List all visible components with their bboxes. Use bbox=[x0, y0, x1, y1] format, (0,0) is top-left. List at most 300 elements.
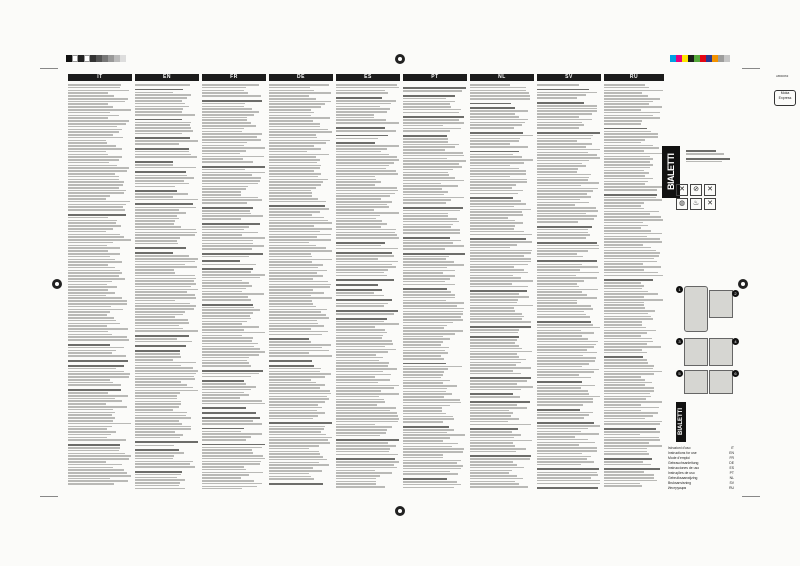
text-line bbox=[470, 275, 513, 277]
text-line bbox=[269, 473, 309, 475]
text-line bbox=[403, 432, 447, 434]
text-line bbox=[336, 245, 381, 247]
text-line bbox=[135, 229, 196, 231]
text-line bbox=[470, 135, 533, 137]
text-line bbox=[269, 115, 311, 117]
text-line bbox=[336, 156, 397, 158]
crop-line-bottom-right bbox=[742, 496, 760, 497]
text-line bbox=[604, 291, 648, 293]
text-line bbox=[403, 391, 446, 393]
text-line bbox=[336, 142, 375, 144]
text-line bbox=[68, 206, 123, 208]
text-line bbox=[403, 341, 443, 343]
text-line bbox=[537, 414, 589, 416]
text-line bbox=[135, 297, 196, 299]
text-line bbox=[336, 365, 388, 367]
text-line bbox=[135, 445, 174, 447]
text-line bbox=[202, 431, 241, 433]
text-line bbox=[269, 412, 325, 414]
text-line bbox=[269, 259, 332, 261]
text-line bbox=[135, 148, 189, 150]
text-line bbox=[68, 270, 120, 272]
text-line bbox=[68, 400, 122, 402]
text-line bbox=[537, 439, 588, 441]
text-line bbox=[135, 367, 193, 369]
text-line bbox=[537, 113, 592, 115]
text-line bbox=[470, 393, 513, 395]
text-line bbox=[470, 370, 513, 372]
text-line bbox=[470, 389, 521, 391]
text-line bbox=[202, 486, 257, 488]
text-line bbox=[537, 355, 583, 357]
text-line bbox=[135, 461, 193, 463]
text-line bbox=[135, 488, 185, 489]
text-line bbox=[336, 92, 388, 94]
text-line bbox=[604, 365, 654, 367]
text-line bbox=[604, 307, 645, 309]
text-line bbox=[202, 111, 259, 113]
text-line bbox=[403, 358, 444, 360]
text-line bbox=[135, 232, 197, 234]
text-line bbox=[403, 338, 450, 340]
text-line bbox=[470, 367, 531, 369]
text-line bbox=[537, 94, 586, 96]
text-line bbox=[604, 285, 644, 287]
text-line bbox=[604, 225, 648, 227]
text-line bbox=[269, 205, 325, 207]
text-line bbox=[135, 223, 174, 225]
text-line bbox=[604, 302, 644, 304]
text-line bbox=[269, 140, 330, 142]
text-line bbox=[135, 154, 191, 156]
text-line bbox=[537, 327, 600, 329]
text-line bbox=[604, 87, 649, 89]
text-line bbox=[336, 204, 387, 206]
text-line bbox=[470, 380, 527, 382]
text-line bbox=[68, 106, 113, 108]
text-line bbox=[604, 136, 658, 138]
text-line bbox=[135, 226, 181, 228]
bialetti-logo-bottom: BIALETTI bbox=[676, 402, 686, 442]
text-line bbox=[202, 412, 256, 414]
text-line bbox=[604, 241, 662, 243]
text-line bbox=[68, 417, 115, 419]
text-line bbox=[537, 108, 597, 110]
column-text bbox=[336, 84, 400, 489]
text-line bbox=[336, 432, 386, 434]
text-line bbox=[336, 399, 384, 401]
text-line bbox=[135, 341, 192, 343]
text-line bbox=[202, 469, 246, 471]
text-line bbox=[68, 439, 126, 441]
text-line bbox=[135, 431, 175, 433]
text-line bbox=[68, 109, 131, 111]
text-line bbox=[135, 485, 179, 487]
text-line bbox=[68, 453, 125, 455]
text-line bbox=[470, 383, 517, 385]
text-line bbox=[336, 354, 376, 356]
text-line bbox=[135, 124, 190, 126]
text-line bbox=[470, 162, 524, 164]
text-line bbox=[336, 390, 381, 392]
text-line bbox=[470, 356, 519, 358]
text-line bbox=[202, 264, 256, 266]
text-line bbox=[202, 274, 265, 276]
text-line bbox=[403, 316, 461, 318]
text-line bbox=[336, 195, 390, 197]
text-line bbox=[336, 379, 390, 381]
text-line bbox=[269, 325, 324, 327]
text-line bbox=[604, 247, 651, 249]
text-line bbox=[403, 297, 455, 299]
text-line bbox=[68, 256, 110, 258]
text-line bbox=[470, 442, 513, 444]
text-line bbox=[470, 286, 528, 288]
text-line bbox=[202, 183, 258, 185]
text-line bbox=[336, 451, 389, 453]
text-line bbox=[269, 173, 321, 175]
text-line bbox=[135, 482, 180, 484]
text-line bbox=[403, 393, 452, 395]
text-line bbox=[470, 241, 532, 243]
text-line bbox=[269, 311, 321, 313]
text-line bbox=[68, 209, 125, 211]
text-line bbox=[336, 393, 399, 395]
text-line bbox=[604, 349, 642, 351]
text-line bbox=[202, 114, 254, 116]
text-line bbox=[135, 143, 179, 145]
text-line bbox=[604, 445, 662, 447]
text-line bbox=[604, 181, 648, 183]
text-line bbox=[537, 398, 593, 400]
text-line bbox=[336, 292, 374, 294]
text-line bbox=[68, 365, 124, 367]
text-line bbox=[269, 184, 321, 186]
text-line bbox=[336, 458, 395, 460]
text-line bbox=[202, 245, 264, 247]
text-line bbox=[403, 98, 446, 100]
text-line bbox=[135, 328, 183, 330]
text-line bbox=[537, 102, 584, 104]
text-line bbox=[604, 338, 652, 340]
text-line bbox=[470, 305, 533, 307]
text-line bbox=[202, 150, 246, 152]
text-line bbox=[403, 399, 460, 401]
text-line bbox=[336, 272, 384, 274]
text-line bbox=[135, 294, 195, 296]
text-line bbox=[269, 214, 312, 216]
text-line bbox=[269, 464, 329, 466]
text-line bbox=[604, 175, 645, 177]
text-line bbox=[403, 421, 443, 423]
text-line bbox=[269, 338, 309, 340]
text-line bbox=[403, 125, 443, 127]
text-line bbox=[269, 222, 332, 224]
text-line bbox=[403, 325, 447, 327]
text-line bbox=[269, 309, 327, 311]
text-line bbox=[604, 352, 647, 354]
text-line bbox=[403, 388, 447, 390]
text-line bbox=[202, 84, 259, 86]
text-line bbox=[68, 261, 122, 263]
text-line bbox=[604, 106, 662, 108]
column-heading: EN bbox=[135, 74, 199, 81]
text-line bbox=[537, 332, 594, 334]
text-line bbox=[537, 458, 587, 460]
text-line bbox=[202, 474, 249, 476]
text-line bbox=[135, 381, 181, 383]
text-line bbox=[202, 253, 263, 255]
text-line bbox=[269, 334, 322, 336]
text-line bbox=[269, 145, 314, 147]
column-heading: ES bbox=[336, 74, 400, 81]
text-line bbox=[135, 458, 173, 460]
text-line bbox=[202, 260, 240, 262]
text-line bbox=[604, 255, 659, 257]
text-line bbox=[202, 466, 244, 468]
text-line bbox=[403, 382, 443, 384]
text-line bbox=[68, 140, 106, 142]
text-line bbox=[537, 140, 577, 142]
text-line bbox=[68, 339, 129, 341]
text-line bbox=[202, 237, 265, 239]
text-line bbox=[403, 443, 458, 445]
text-line bbox=[470, 168, 519, 170]
text-line bbox=[470, 222, 523, 224]
text-line bbox=[269, 126, 320, 128]
text-line bbox=[537, 154, 597, 156]
text-line bbox=[604, 161, 650, 163]
text-line bbox=[470, 187, 512, 189]
text-line bbox=[537, 283, 577, 285]
text-line bbox=[135, 370, 198, 372]
text-line bbox=[68, 320, 116, 322]
text-line bbox=[537, 346, 594, 348]
text-line bbox=[470, 428, 518, 430]
text-line bbox=[537, 381, 582, 383]
text-line bbox=[470, 359, 526, 361]
text-line bbox=[537, 264, 582, 266]
text-line bbox=[68, 259, 115, 261]
text-line bbox=[336, 111, 387, 113]
text-line bbox=[269, 134, 316, 136]
no-dishwasher-icon: ✕ bbox=[676, 184, 688, 196]
text-line bbox=[68, 469, 124, 471]
text-line bbox=[135, 234, 195, 236]
text-line bbox=[403, 330, 463, 332]
text-line bbox=[135, 291, 187, 293]
text-line bbox=[202, 199, 262, 201]
text-line bbox=[202, 202, 247, 204]
language-row: Mode d'emploi FR bbox=[668, 456, 734, 460]
text-line bbox=[470, 386, 533, 388]
text-line bbox=[403, 457, 443, 459]
text-line bbox=[68, 325, 107, 327]
text-line bbox=[202, 348, 260, 350]
text-line bbox=[202, 288, 246, 290]
text-line bbox=[403, 141, 448, 143]
text-line bbox=[202, 156, 264, 158]
text-line bbox=[202, 92, 248, 94]
text-line bbox=[604, 170, 644, 172]
text-line bbox=[403, 218, 457, 220]
text-line bbox=[537, 480, 600, 482]
text-line bbox=[470, 404, 517, 406]
text-line bbox=[403, 169, 453, 171]
text-line bbox=[604, 147, 659, 149]
text-line bbox=[269, 95, 309, 97]
text-line bbox=[135, 420, 179, 422]
text-line bbox=[68, 190, 126, 192]
text-line bbox=[202, 380, 244, 382]
text-line bbox=[604, 103, 649, 105]
text-line bbox=[604, 304, 644, 306]
text-line bbox=[135, 186, 175, 188]
text-line bbox=[135, 338, 177, 340]
text-line bbox=[269, 401, 325, 403]
text-line bbox=[269, 373, 331, 375]
text-line bbox=[336, 376, 375, 378]
text-line bbox=[470, 119, 528, 121]
text-line bbox=[403, 95, 455, 97]
text-line bbox=[336, 429, 387, 431]
text-line bbox=[604, 199, 662, 201]
text-line bbox=[537, 387, 581, 389]
text-line bbox=[336, 410, 390, 412]
text-line bbox=[202, 136, 257, 138]
text-line bbox=[202, 177, 261, 179]
text-line bbox=[202, 142, 247, 144]
text-line bbox=[68, 264, 108, 266]
text-line bbox=[135, 415, 186, 417]
column-heading: SV bbox=[537, 74, 601, 81]
text-line bbox=[537, 412, 593, 414]
text-line bbox=[68, 403, 106, 405]
text-line bbox=[537, 188, 598, 190]
text-line bbox=[470, 299, 518, 301]
text-line bbox=[403, 197, 464, 199]
language-row: Gebruiksaanwijzing NL bbox=[668, 476, 734, 480]
text-line bbox=[68, 173, 115, 175]
text-line bbox=[68, 464, 122, 466]
text-line bbox=[604, 233, 662, 235]
text-line bbox=[202, 291, 242, 293]
text-line bbox=[68, 379, 110, 381]
text-line bbox=[604, 263, 643, 265]
text-line bbox=[537, 245, 599, 247]
text-line bbox=[403, 454, 443, 456]
text-line bbox=[470, 410, 509, 412]
text-line bbox=[604, 266, 661, 268]
text-line bbox=[269, 256, 312, 258]
text-line bbox=[68, 483, 114, 485]
text-line bbox=[403, 185, 458, 187]
text-line bbox=[403, 221, 459, 223]
text-line bbox=[269, 198, 318, 200]
text-line bbox=[336, 106, 380, 108]
text-line bbox=[604, 451, 647, 453]
column-ru bbox=[604, 74, 664, 494]
text-line bbox=[403, 385, 457, 387]
text-line bbox=[202, 234, 242, 236]
text-line bbox=[269, 84, 329, 86]
language-row: Instrucciones de uso ES bbox=[668, 466, 734, 470]
text-line bbox=[604, 373, 654, 375]
text-line bbox=[269, 201, 326, 203]
text-line bbox=[537, 417, 584, 419]
text-line bbox=[336, 261, 398, 263]
text-line bbox=[537, 442, 595, 444]
text-line bbox=[269, 371, 320, 373]
text-line bbox=[135, 300, 175, 302]
text-line bbox=[269, 101, 331, 103]
text-line bbox=[202, 197, 258, 199]
text-line bbox=[336, 279, 394, 281]
text-line bbox=[470, 138, 520, 140]
text-line bbox=[470, 418, 519, 420]
text-line bbox=[604, 474, 654, 476]
text-line bbox=[403, 352, 448, 354]
text-line bbox=[269, 297, 332, 299]
text-line bbox=[269, 360, 312, 362]
text-line bbox=[470, 377, 531, 379]
text-line bbox=[135, 359, 173, 361]
text-line bbox=[269, 109, 311, 111]
text-line bbox=[68, 350, 116, 352]
text-line bbox=[202, 447, 262, 449]
text-line bbox=[135, 286, 191, 288]
text-line bbox=[202, 439, 246, 441]
text-line bbox=[135, 103, 185, 105]
column-text bbox=[604, 84, 664, 489]
text-line bbox=[470, 176, 510, 178]
text-line bbox=[135, 100, 182, 102]
text-line bbox=[537, 272, 599, 274]
text-line bbox=[470, 87, 526, 89]
text-line bbox=[202, 153, 240, 155]
text-line bbox=[403, 194, 444, 196]
text-line bbox=[336, 179, 376, 181]
text-line bbox=[470, 475, 517, 477]
moka-diagram-filling bbox=[709, 290, 733, 318]
text-line bbox=[269, 245, 316, 247]
text-line bbox=[403, 152, 463, 154]
text-line bbox=[537, 253, 577, 255]
text-line bbox=[202, 180, 260, 182]
text-line bbox=[470, 345, 519, 347]
text-line bbox=[537, 338, 588, 340]
text-line bbox=[470, 84, 510, 86]
text-line bbox=[403, 272, 443, 274]
text-line bbox=[202, 483, 262, 485]
text-line bbox=[470, 336, 519, 338]
text-line bbox=[537, 461, 594, 463]
text-line bbox=[68, 398, 115, 400]
text-line bbox=[202, 161, 253, 163]
text-line bbox=[470, 261, 531, 263]
text-line bbox=[604, 371, 662, 373]
text-line bbox=[135, 161, 173, 163]
text-line bbox=[403, 355, 441, 357]
text-line bbox=[336, 117, 374, 119]
text-line bbox=[604, 421, 662, 423]
text-line bbox=[403, 232, 460, 234]
text-line bbox=[135, 406, 179, 408]
text-line bbox=[470, 348, 522, 350]
text-line bbox=[403, 440, 443, 442]
text-line bbox=[470, 190, 523, 192]
text-line bbox=[537, 168, 578, 170]
